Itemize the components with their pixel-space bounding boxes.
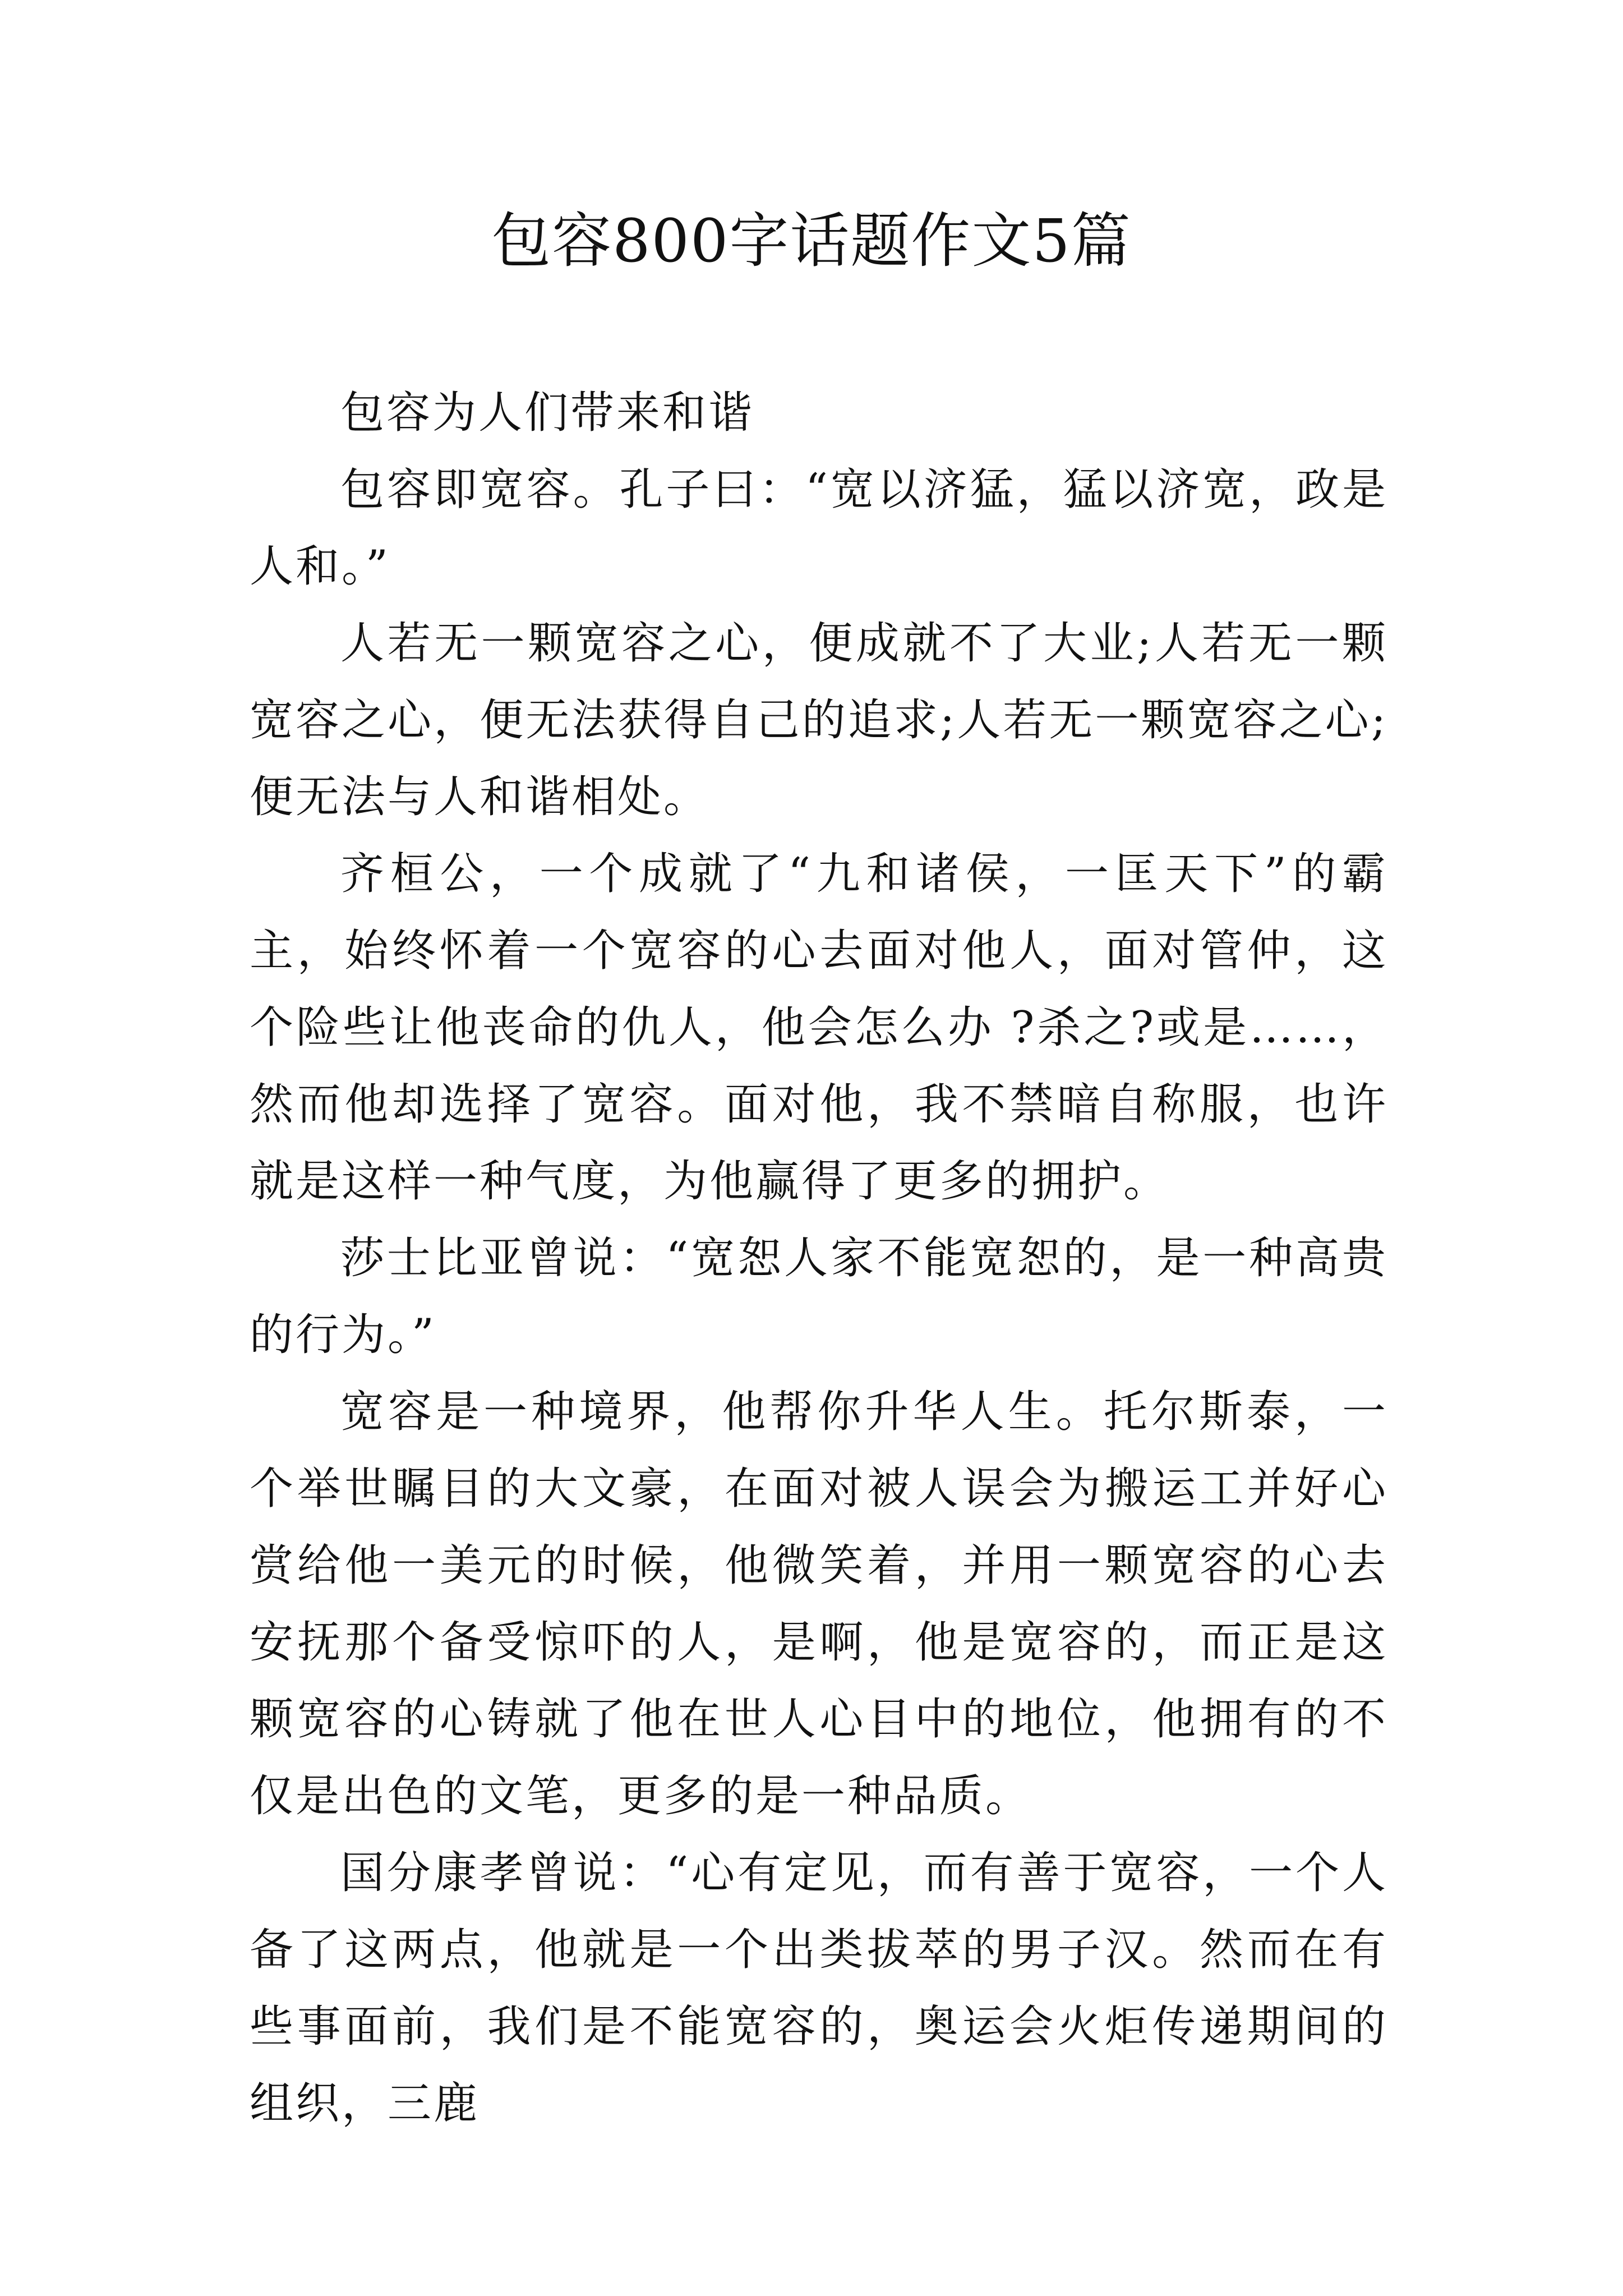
paragraph: 国分康孝曾说：“心有定见，而有善于宽容，一个人备了这两点，他就是一个出类拔萃的男子汉。然而在有些事面前，我们是不能宽容的，奥运会火炬传递期间的组织，三鹿 bbox=[250, 1848, 1388, 2129]
document-body bbox=[250, 375, 1388, 2142]
paragraph: 包容即宽容。孔子曰：“宽以济猛，猛以济宽，政是人和。” bbox=[250, 464, 1388, 592]
paragraph: 宽容是一种境界，他帮你升华人生。托尔斯泰，一个举世瞩目的大文豪，在面对被人误会为搬运工并好心赏给他一美元的时候，他微笑着，并用一颗宽容的心去安抚那个备受惊吓的人，是啊，他是宽容的，而正是这颗宽容的心铸就了他在世人心目中的地位，他拥有的不仅是出色的文笔，更多的是一种品质。 bbox=[250, 1387, 1388, 1821]
paragraph: 齐桓公，一个成就了“九和诸侯，一匡天下”的霸主，始终怀着一个宽容的心去面对他人，面对管仲，这个险些让他丧命的仇人，他会怎么办 ?杀之?或是……，然而他却选择了宽容。面对他，我不禁暗自称服，也许就是这样一种气度，为他赢得了更多的拥护。 bbox=[250, 849, 1388, 1207]
paragraph: 人若无一颗宽容之心，便成就不了大业;人若无一颗宽容之心，便无法获得自己的追求;人若无一颗宽容之心;便无法与人和谐相处。 bbox=[250, 618, 1388, 822]
paragraph: 莎士比亚曾说：“宽恕人家不能宽恕的，是一种高贵的行为。” bbox=[250, 1233, 1388, 1360]
paragraph-subtitle: 包容为人们带来和谐 bbox=[340, 388, 755, 438]
document-title: 包容800字话题作文5篇 bbox=[491, 206, 1132, 275]
